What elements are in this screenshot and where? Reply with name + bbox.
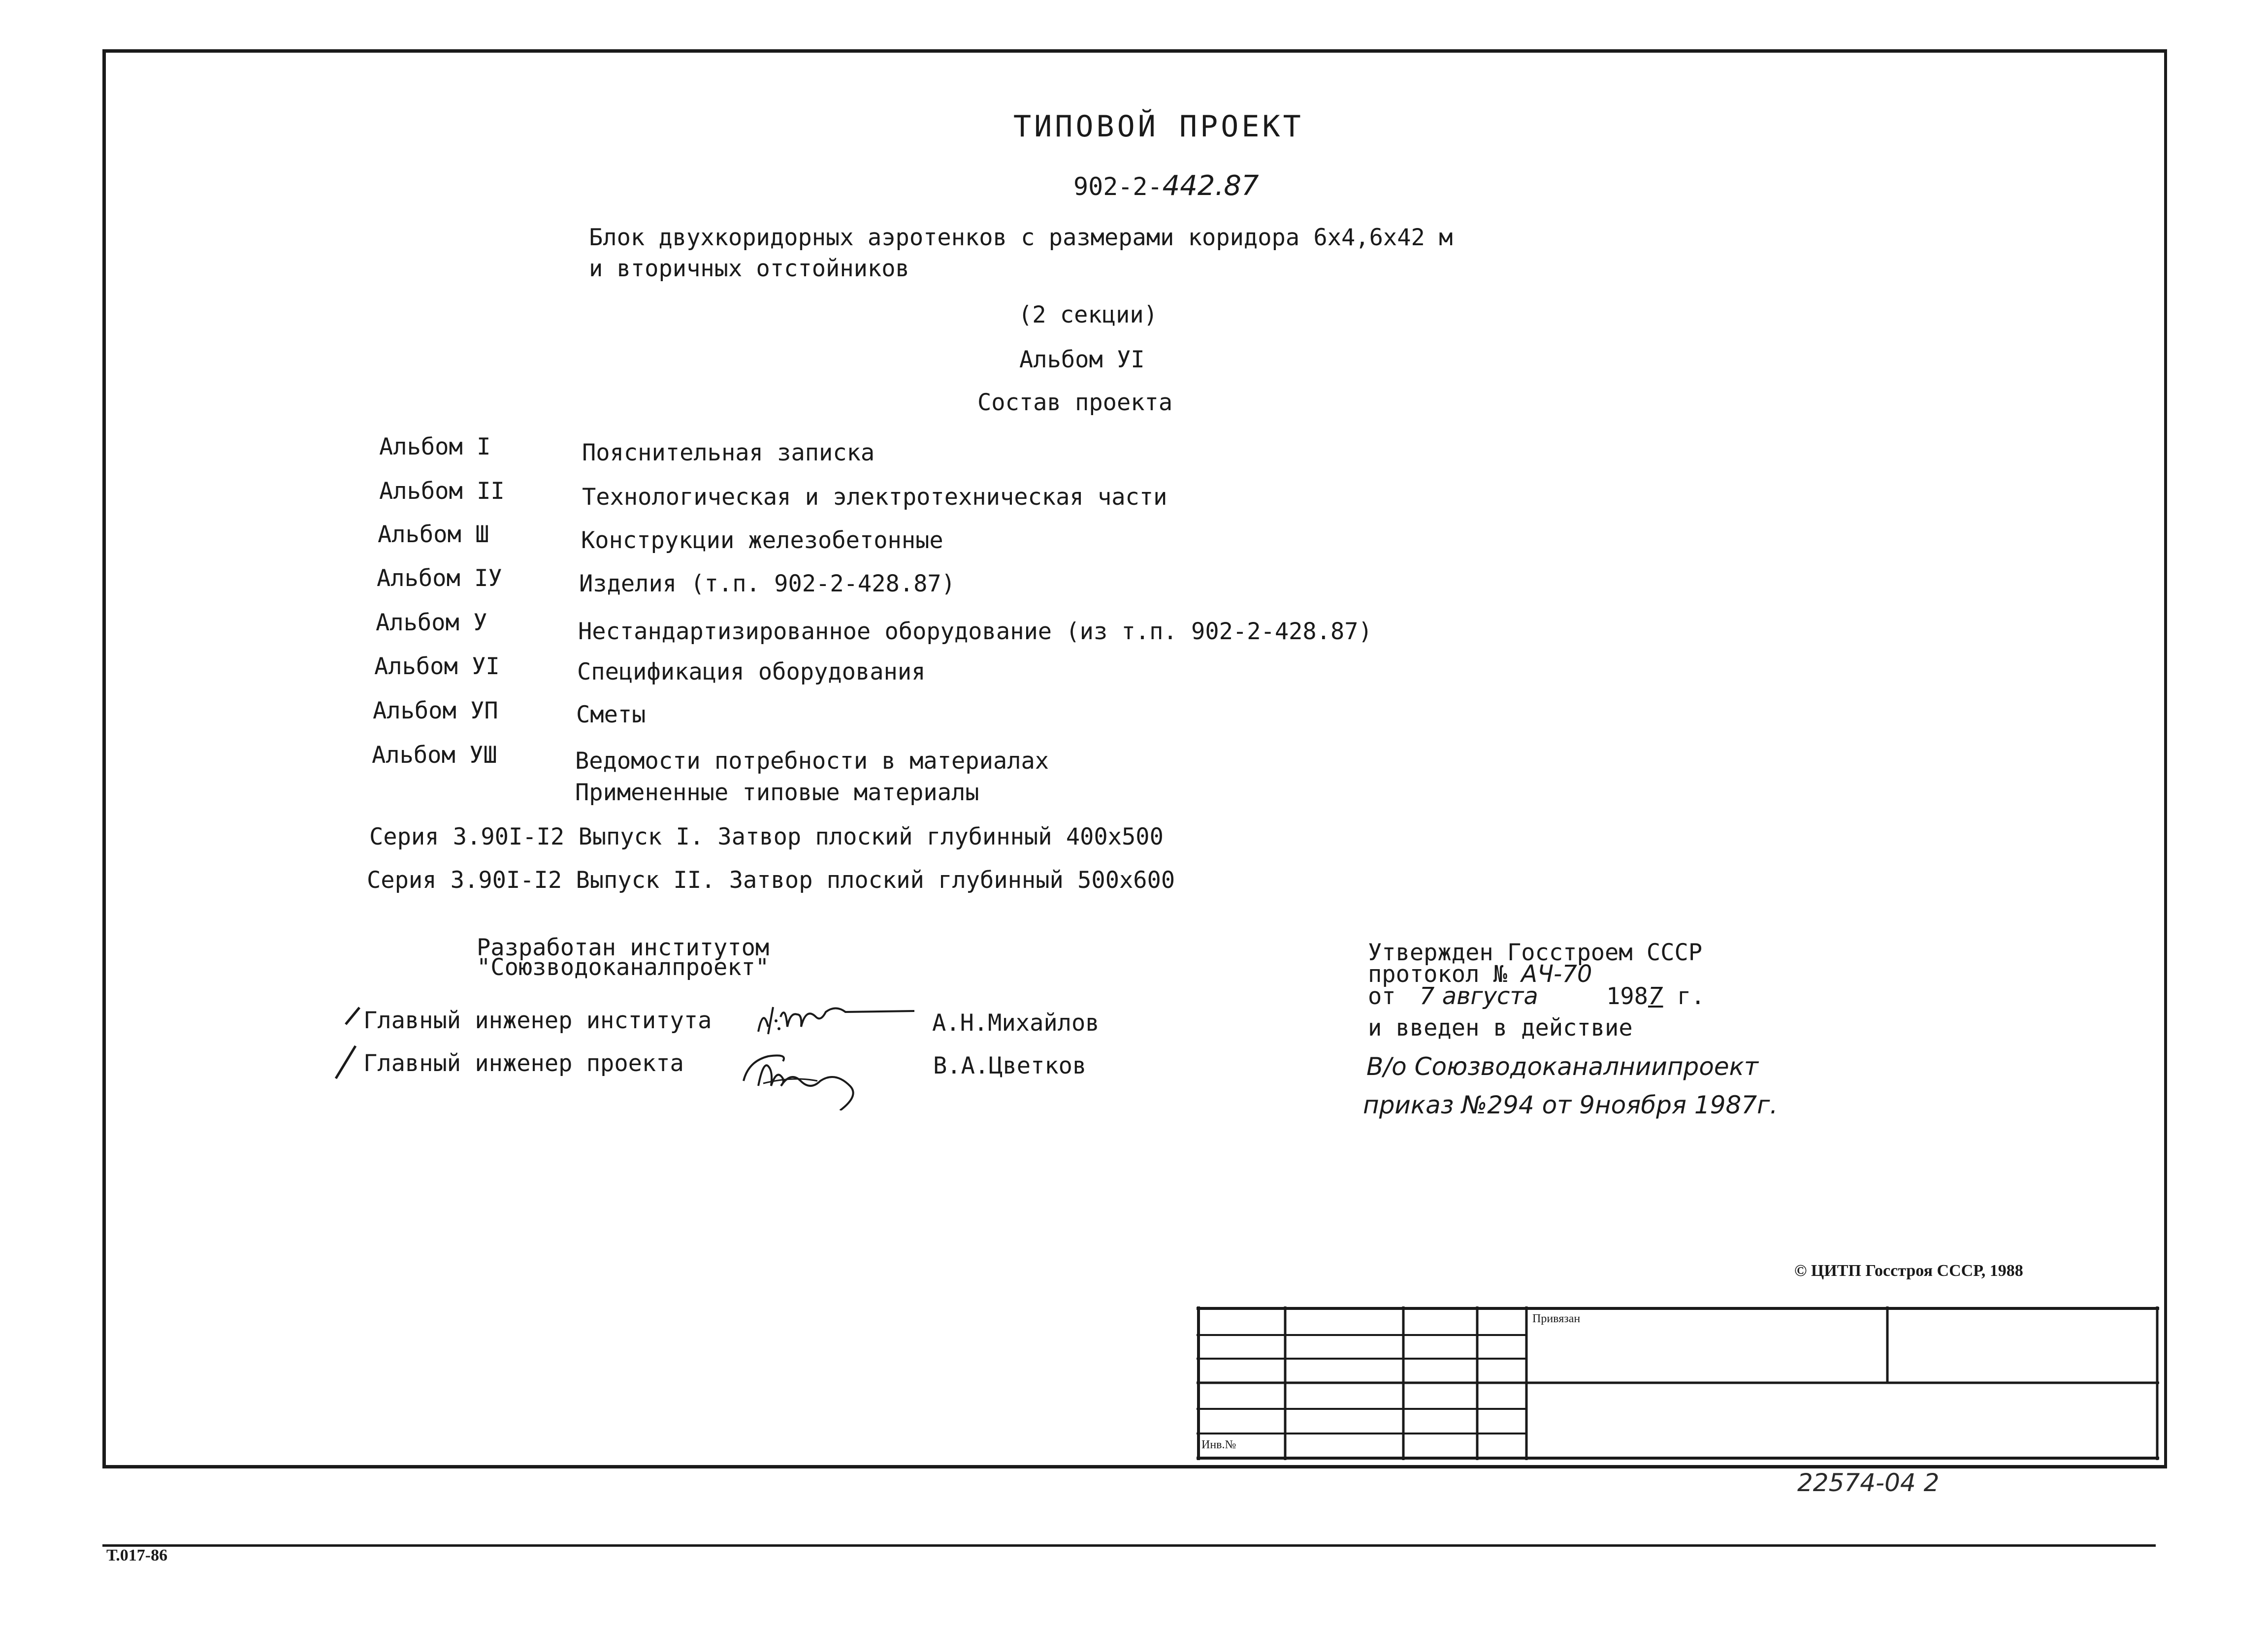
album-title: Нестандартизированное оборудование (из т.п. 902-2-428.87)	[578, 618, 1372, 645]
approval-line-4: и введен в действие	[1368, 1014, 1633, 1042]
approval-line-1: Утвержден Госстроем СССР	[1368, 939, 1703, 966]
description-line-2: и вторичных отстойников	[589, 255, 909, 282]
signature-image	[753, 997, 940, 1043]
tick-mark	[340, 1005, 364, 1031]
sections-label: (2 секции)	[1018, 301, 1158, 328]
project-number-printed: 902-2-	[1073, 172, 1163, 201]
album-name: Альбом У	[376, 609, 487, 636]
from-label: от	[1368, 983, 1396, 1010]
project-number-handwritten: 442.87	[1162, 170, 1259, 202]
album-title: Пояснительная записка	[582, 439, 875, 466]
approval-date	[1368, 982, 1705, 1010]
developer-line-2: "Союзводоканалпроект"	[477, 954, 770, 981]
approval-date-handwritten: 7 августа	[1419, 982, 1538, 1010]
album-name: Альбом УП	[373, 697, 498, 724]
inventory-label: Инв.№	[1201, 1438, 1236, 1451]
album-title: Сметы	[576, 701, 646, 728]
contents-heading: Состав проекта	[977, 389, 1173, 416]
album-label: Альбом УI	[1019, 346, 1145, 373]
signature-name: В.А.Цветков	[933, 1052, 1087, 1079]
album-title: Изделия (т.п. 902-2-428.87)	[579, 570, 956, 597]
stamp-grid	[1197, 1306, 2159, 1460]
approval-org: В/о Союзводоканалниипроект	[1366, 1052, 1758, 1081]
approval-year-suffix: г.	[1677, 983, 1705, 1010]
album-title: Ведомости потребности в материалах	[575, 748, 1049, 775]
applied-materials-heading: Примененные типовые материалы	[575, 779, 979, 806]
description-line-1: Блок двухкоридорных аэротенков с размерами коридора 6х4,6х42 м	[589, 224, 1453, 251]
album-title: Конструкции железобетонные	[581, 527, 943, 554]
album-name: Альбом УШ	[372, 742, 497, 769]
bound-label: Привязан	[1532, 1312, 1581, 1325]
protocol-number: АЧ-70	[1521, 960, 1592, 988]
album-title: Технологическая и электротехническая части	[582, 484, 1167, 511]
protocol-label: протокол №	[1368, 961, 1507, 988]
bottom-rule	[102, 1544, 2156, 1547]
approval-year-handwritten: 7	[1648, 982, 1663, 1010]
copyright: © ЦИТП Госстроя СССР, 1988	[1794, 1262, 2023, 1280]
archive-number: 22574-04 2	[1797, 1468, 1940, 1497]
tick-mark	[331, 1043, 360, 1084]
signature-name: А.Н.Михайлов	[932, 1010, 1100, 1037]
album-name: Альбом IУ	[377, 565, 502, 592]
developer-line-1: Разработан институтом	[477, 934, 770, 961]
album-name: Альбом Ш	[378, 521, 489, 548]
signature-role: Главный инженер института	[363, 1007, 712, 1034]
project-number	[1073, 170, 1259, 202]
approval-order: приказ №294 от 9ноября 1987г.	[1363, 1091, 1778, 1119]
document-title: ТИПОВОЙ ПРОЕКТ	[1013, 109, 1304, 144]
series-line: Серия 3.90I-I2 Выпуск II. Затвор плоский глубинный 500х600	[367, 867, 1175, 894]
form-code: Т.017-86	[106, 1546, 168, 1564]
signature-image	[734, 1042, 911, 1112]
signature-role: Главный инженер проекта	[363, 1050, 684, 1077]
album-title: Спецификация оборудования	[577, 658, 926, 685]
album-name: Альбом УI	[374, 653, 500, 680]
album-name: Альбом I	[379, 433, 491, 460]
album-name: Альбом II	[379, 478, 505, 505]
series-line: Серия 3.90I-I2 Выпуск I. Затвор плоский глубинный 400х500	[369, 823, 1164, 850]
approval-year-printed: 198	[1606, 983, 1648, 1010]
title-block-stamp	[1197, 1306, 2159, 1460]
